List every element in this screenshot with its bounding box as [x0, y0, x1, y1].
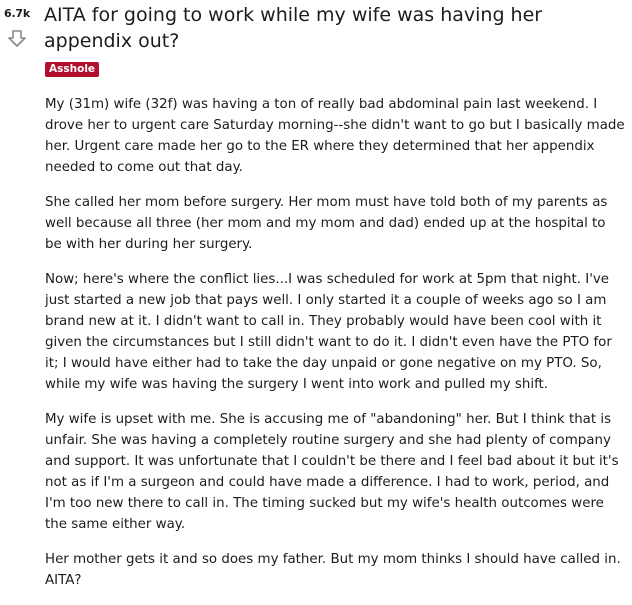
- post-paragraph: Her mother gets it and so does my father. But my mom thinks I should have called in. AITA?: [45, 552, 621, 588]
- post-paragraph: Now; here's where the conflict lies...I was scheduled for work at 5pm that night. I've just started a new job that pays well. I only started it a couple of weeks ago so I am brand new at it. I didn't want to call in. They probably would have been cool with it given the circumstances but I still didn't want to do it. I didn't even have the PTO for it; I would have either had to take the day unpaid or gone negative on my PTO. So, while my wife was having the surgery I went into work and pulled my shift.: [45, 272, 612, 392]
- post-paragraph: She called her mom before surgery. Her mom must have told both of my parents as well because all three (her mom and my mom and dad) ended up at the hospital to be with her during her surgery.: [45, 195, 608, 252]
- vote-score: 6.7k: [4, 7, 31, 20]
- post-paragraph: My (31m) wife (32f) was having a ton of really bad abdominal pain last weekend. I drove her to urgent care Saturday morning--she didn't want to go but I basically made her. Urgent care made her go to the ER where they determined that her appendix needed to come out that day.: [45, 97, 625, 175]
- post-flair-badge[interactable]: Asshole: [45, 62, 99, 77]
- post-paragraph: My wife is upset with me. She is accusing me of "abandoning" her. But I think that is unfair. She was having a completely routine surgery and she had plenty of company and support. It was unfortunate that I couldn't be there and I feel bad about it but it's not as if I'm a surgeon and could have made a difference. I had to work, period, and I'm too new there to call in. The timing sucked but my wife's health outcomes were the same either way.: [45, 412, 619, 532]
- post-body: [45, 94, 625, 605]
- downvote-arrow-icon[interactable]: [7, 28, 27, 48]
- post-title[interactable]: AITA for going to work while my wife was having her appendix out?: [44, 4, 543, 52]
